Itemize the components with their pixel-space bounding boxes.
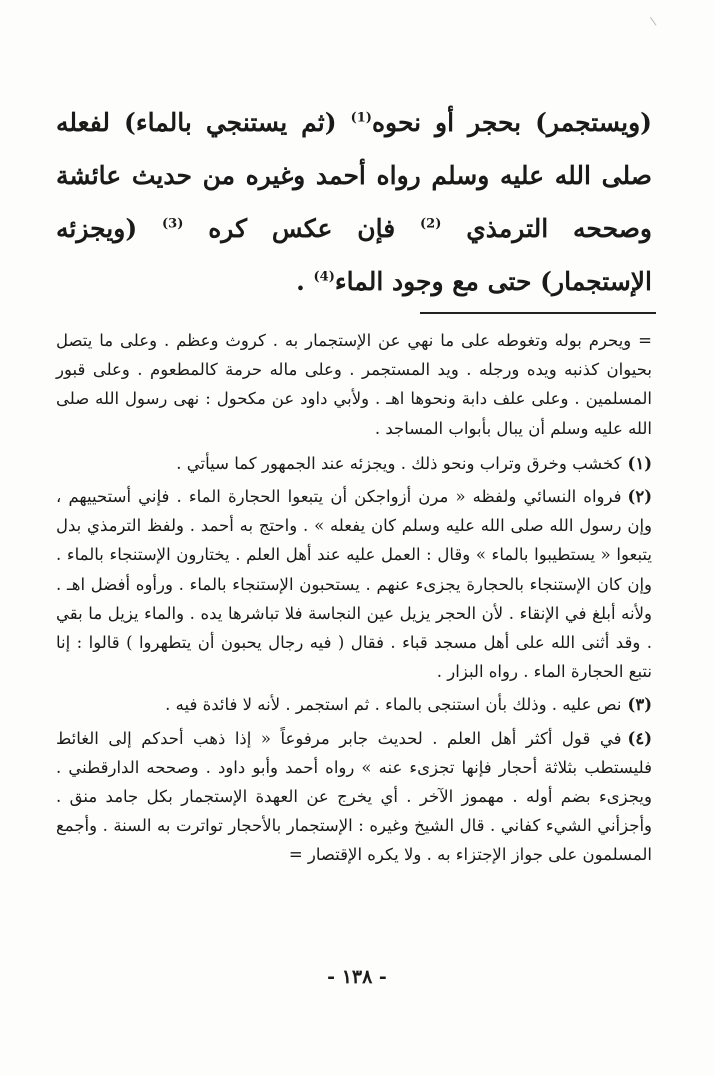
- footnote-3: [56, 690, 652, 719]
- footnote-text: في قول أكثر أهل العلم . لحديث جابر مرفوعاً « إذا ذهب أحدكم إلى الغائط فليستطب بثلاثة أحجار فإنها تجزىء عنه » رواه أحمد وأبو داود . وصححه الدارقطني . ويجزىء بضم أوله . مهموز الآخر . أي يخرج عن العهدة الإستجمار بكل جامد منق . وأجزأني الشيء كفاني . قال الشيخ وغيره : الإستجمار بالأحجار تواترت به السنة . وأجمع المسلمون على جواز الإجتزاء به . ولا يكره الإقتصار =: [56, 728, 652, 865]
- footnote-number: (٢): [627, 487, 652, 507]
- footnote-continuation: = ويحرم بوله وتغوطه على ما نهي عن الإستجمار به . كروث وعظم . وعلى ما يتصل بحيوان كذنبه ويده ورجله . ويد المستجمر . وعلى ماله حرمة كالمطعوم . وعلى قبور المسلمين . وعلى علف دابة ونحوها اهـ . ولأبي داود عن مكحول : نهى رسول الله صلى الله عليه وسلم أن يبال بأبواب المساجد .: [56, 331, 652, 438]
- footnote-number: (٤): [627, 728, 652, 748]
- footnote-ref-3: (3): [162, 216, 184, 232]
- main-text-segment: (ثم يستنجي بالماء) لفعله صلى الله عليه وسلم رواه أحمد وغيره من حديث عائشة وصححه الترمذي: [56, 108, 653, 243]
- footnote-text: كخشب وخرق وتراب ونحو ذلك . ويجزئه عند الجمهور كما سيأتي .: [176, 453, 622, 473]
- page-corner-mark: [650, 12, 663, 25]
- footnote-ref-2: (2): [420, 216, 442, 232]
- main-text-segment: (ويستجمر) بحجر أو نحوه: [371, 108, 652, 137]
- main-text: [56, 96, 652, 308]
- footnote-ref-4: (4): [313, 269, 335, 285]
- footnote-4: [56, 724, 652, 870]
- main-text-segment: .: [296, 267, 314, 296]
- footnotes: [56, 326, 652, 874]
- footnote-divider: [420, 312, 656, 314]
- footnote-2: [56, 482, 652, 686]
- footnote-1: [56, 449, 652, 478]
- main-text-segment: (ويجزئه الإستجمار) حتى مع وجود الماء: [56, 214, 652, 296]
- footnote-ref-1: (1): [350, 110, 372, 126]
- footnote-text: فرواه النسائي ولفظه « مرن أزواجكن أن يتبعوا الحجارة الماء . فإني أستحييهم ، وإن رسول الله صلى الله عليه وسلم كان يفعله » . واحتج به أحمد . ولفظ الترمذي بدل يتبعوا « يستطيبوا بالماء » وقال : العمل عليه عند أهل العلم . يختارون الإستنجاء بالماء . وإن كان الإستنجاء بالحجارة يجزىء عنهم . يستحبون الإستنجاء بالماء . ورأوه أفضل اهـ . ولأنه أبلغ في الإنقاء . لأن الحجر يزيل عين النجاسة فلا تباشرها يده . والماء يزيل ما بقي . وقد أثنى الله على أهل مسجد قباء . فقال ( فيه رجال يحبون أن يتطهروا ) قالوا : إنا نتبع الحجارة الماء . رواه البزار .: [56, 487, 652, 682]
- footnote-text: نص عليه . وذلك بأن استنجى بالماء . ثم استجمر . لأنه لا فائدة فيه .: [165, 695, 622, 715]
- footnote-number: (١): [627, 453, 652, 473]
- main-text-segment: فإن عكس كره: [183, 214, 421, 243]
- page-number: - ١٣٨ -: [327, 966, 387, 988]
- footnote-number: (٣): [627, 695, 652, 715]
